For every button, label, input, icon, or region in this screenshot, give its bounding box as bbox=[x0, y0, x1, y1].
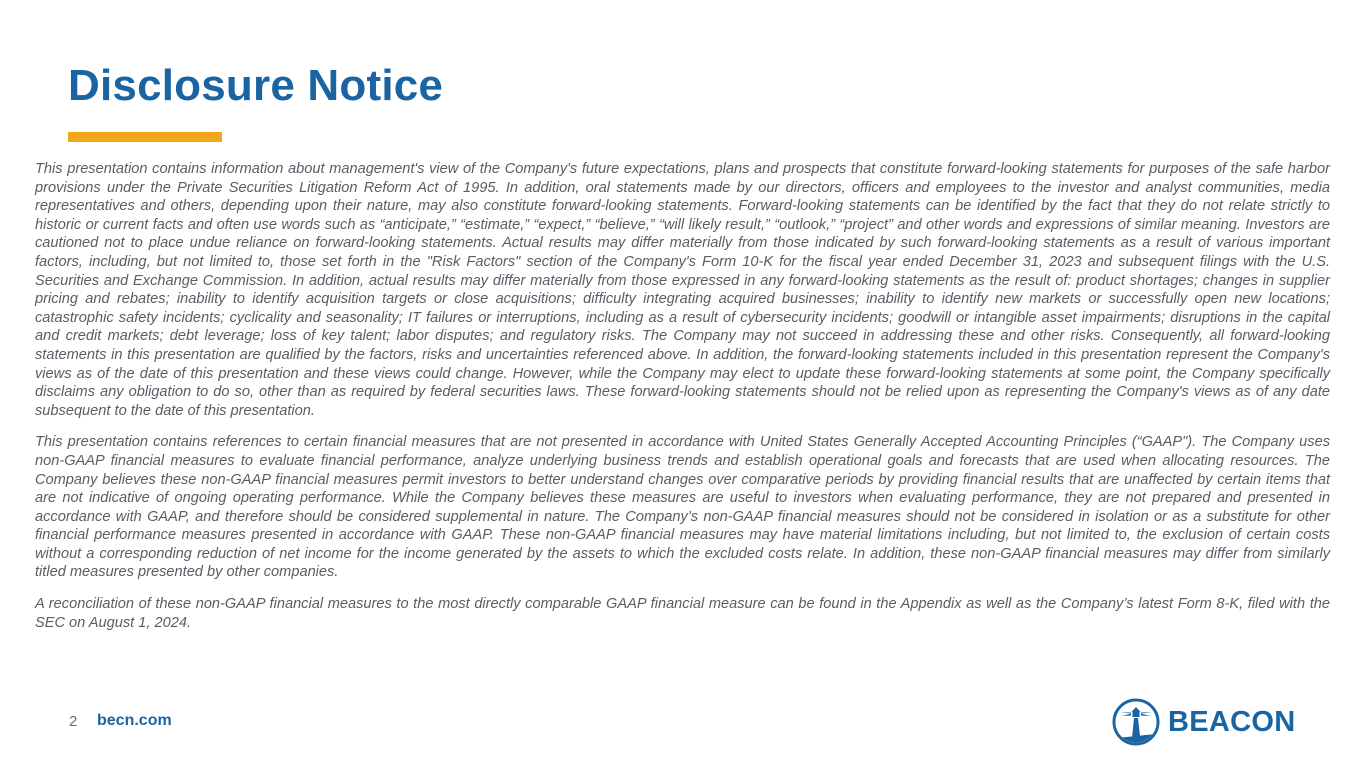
page-title: Disclosure Notice bbox=[68, 61, 444, 110]
reconciliation-paragraph: A reconciliation of these non-GAAP financial measures to the most directly comparable GAAP financial measure can be found in the Appendix as well as the Company’s latest Form 8-K, filed with the SEC on August 1, 2024. bbox=[35, 596, 1330, 631]
non-gaap-paragraph: This presentation contains references to certain financial measures that are not presented in accordance with United States Generally Accepted Accounting Principles (“GAAP"). The Company uses non-GAAP financial measures to evaluate financial performance, analyze underlying business trends and establish operational goals and forecasts that are used when allocating resources. The Company believes these non-GAAP financial measures permit investors to better understand changes over comparative periods by providing financial results that are unaffected by certain items that are not indicative of ongoing operating performance. While the Company believes these measures are useful to investors when evaluating performance, they are not prepared and presented in accordance with GAAP, and therefore should be considered supplemental in nature. The Company’s non-GAAP financial measures should not be considered in isolation or as a substitute for other financial performance measures presented in accordance with GAAP. These non-GAAP financial measures may have material limitations including, but not limited to, the exclusion of certain costs without a corresponding reduction of net income for the income generated by the assets to which the excluded costs relate. In addition, these non-GAAP financial measures may differ from similarly titled measures presented by other companies. bbox=[35, 434, 1330, 581]
website-link[interactable]: becn.com bbox=[97, 712, 172, 729]
beacon-lighthouse-icon bbox=[1112, 698, 1160, 746]
forward-looking-paragraph: This presentation contains information about management's view of the Company's future expectations, plans and prospects that constitute forward-looking statements for purposes of the safe harbor provisions under the Private Securities Litigation Reform Act of 1995. In addition, oral statements made by our directors, officers and employees to the investor and analyst communities, media representatives and others, depending upon their nature, may also constitute forward-looking statements. Forward-looking statements can be identified by the fact that they do not relate strictly to historic or current facts and often use words such as “anticipate,” “estimate,” “expect,” “believe,” “will likely result,” “outlook,” “project” and other words and expressions of similar meaning. Investors are cautioned not to place undue reliance on forward-looking statements. Actual results may differ materially from those indicated by such forward-looking statements as a result of various important factors, including, but not limited to, those set forth in the "Risk Factors" section of the Company's Form 10-K for the fiscal year ended December 31, 2023 and subsequent filings with the U.S. Securities and Exchange Commission. In addition, actual results may differ materially from those expressed in any forward-looking statements as the result of: product shortages; changes in supplier pricing and rebates; inability to identify acquisition targets or close acquisitions; difficulty integrating acquired businesses; inability to identify new markets or successfully open new locations; catastrophic safety incidents; cyclicality and seasonality; IT failures or interruptions, including as a result of cybersecurity incidents; goodwill or intangible asset impairments; disruptions in the capital and credit markets; debt leverage; loss of key talent; labor disputes; and regulatory risks. The Company may not succeed in addressing these and other risks. Consequently, all forward-looking statements in this presentation are qualified by the factors, risks and uncertainties referenced above. In addition, the forward-looking statements included in this presentation represent the Company's views as of the date of this presentation and these views could change. However, while the Company may elect to update these forward-looking statements at some point, the Company specifically disclaims any obligation to do so, other than as required by federal securities laws. These forward-looking statements should not be relied upon as representing the Company's views as of any date subsequent to the date of this presentation. bbox=[35, 161, 1330, 419]
logo-wordmark: BEACON bbox=[1168, 705, 1296, 738]
title-accent-bar bbox=[68, 132, 222, 142]
beacon-logo bbox=[1112, 697, 1302, 747]
page-number: 2 bbox=[69, 713, 78, 730]
disclosure-body bbox=[35, 160, 1330, 645]
